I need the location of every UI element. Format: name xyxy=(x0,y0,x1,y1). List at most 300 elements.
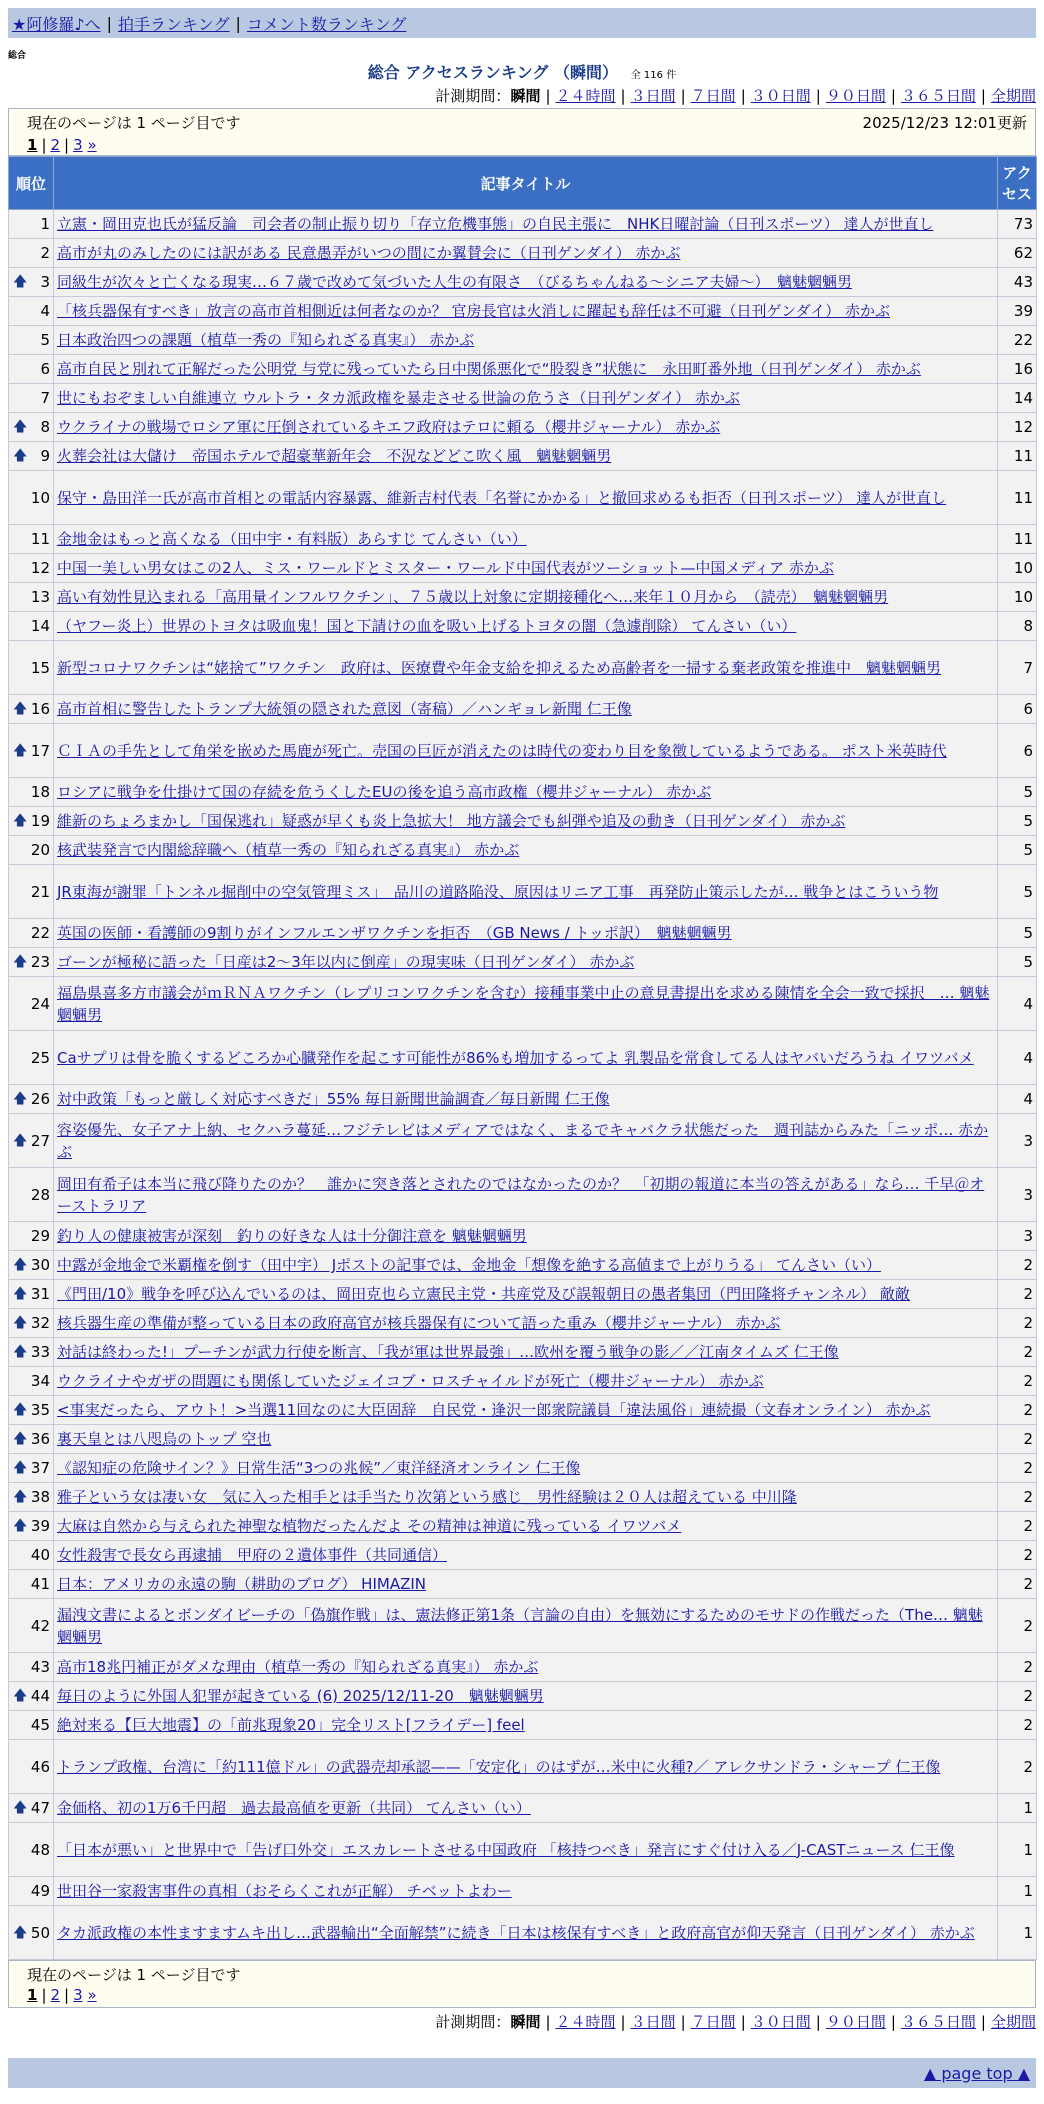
article-link[interactable]: ウクライナやガザの問題にも関係していたジェイコブ・ロスチャイルドが死亡（櫻井ジャーナル） 赤かぶ xyxy=(57,1372,764,1390)
access-count: 39 xyxy=(998,297,1037,326)
rank-number: 13 xyxy=(30,588,50,606)
access-header: アクセス xyxy=(998,157,1037,210)
title-cell xyxy=(54,268,998,297)
access-count: 4 xyxy=(998,977,1037,1031)
title-cell xyxy=(54,210,998,239)
access-count: 22 xyxy=(998,326,1037,355)
title-cell xyxy=(54,1251,998,1280)
rank-cell xyxy=(9,1682,54,1711)
article-link[interactable]: トランプ政権、台湾に「約111億ドル」の武器売却承認——「安定化」のはずが…米中に火種?／ アレクサンドラ・シャープ 仁王像 xyxy=(57,1757,941,1776)
rank-number: 34 xyxy=(30,1372,50,1390)
access-count: 11 xyxy=(998,525,1037,554)
article-link[interactable]: 「日本が悪い」と世界中で「告げ口外交」エスカレートさせる中国政府 「核持つべき」発言にすぐ付け入る／J-CASTニュース 仁王像 xyxy=(57,1840,955,1859)
article-link[interactable]: 対話は終わった!」プーチンが武力行使を断言、「我が軍は世界最強」…欧州を覆う戦争の影／／江南タイムズ 仁王像 xyxy=(57,1343,839,1361)
rank-cell xyxy=(9,1823,54,1877)
article-link[interactable]: 日本：アメリカの永遠の駒（耕助のブログ） HIMAZIN xyxy=(57,1575,426,1593)
up-arrow-icon: 🡅 xyxy=(13,1344,28,1360)
table-row xyxy=(9,239,1037,268)
article-link[interactable]: 福島県喜多方市議会がｍＲＮＡワクチン（レプリコンワクチンを含む）接種事業中止の意見書提出を求める陳情を全会一致で採択 … 魑魅魍魎男 xyxy=(57,983,990,1024)
up-arrow-icon: 🡅 xyxy=(13,1460,28,1476)
period-link-4[interactable]: ９０日間 xyxy=(825,87,886,105)
title-cell xyxy=(54,1682,998,1711)
article-link[interactable]: ウクライナの戦場でロシア軍に圧倒されているキエフ政府はテロに頼る（櫻井ジャーナル） 赤かぶ xyxy=(57,418,721,436)
pager-bottom xyxy=(27,1986,1027,2004)
period-selector xyxy=(0,84,1036,108)
pager-current: 1 xyxy=(27,1986,38,2004)
table-row xyxy=(9,778,1037,807)
rank-cell xyxy=(9,239,54,268)
rank-cell xyxy=(9,1599,54,1653)
access-count: 2 xyxy=(998,1653,1037,1682)
rank-number: 33 xyxy=(30,1343,50,1361)
up-arrow-icon: 🡅 xyxy=(13,1091,28,1107)
pager xyxy=(27,134,1027,156)
table-row xyxy=(9,413,1037,442)
table-row xyxy=(9,471,1037,525)
article-link[interactable]: 《門田/10》戦争を呼び込んでいるのは、岡田克也ら立憲民主党・共産党及び誤報朝日の愚者集団（門田隆将チャンネル） 敵敵 xyxy=(57,1285,911,1303)
title-cell xyxy=(54,1483,998,1512)
rank-cell xyxy=(9,1338,54,1367)
article-link[interactable]: ゴーンが極秘に語った「日産は2〜3年以内に倒産」の現実味（日刊ゲンダイ） 赤かぶ xyxy=(57,953,635,971)
period-link-1[interactable]: ３日間 xyxy=(630,87,676,105)
rank-cell xyxy=(9,641,54,695)
access-count: 2 xyxy=(998,1396,1037,1425)
title-cell xyxy=(54,919,998,948)
access-count: 7 xyxy=(998,641,1037,695)
article-link[interactable]: 金地金はもっと高くなる（田中宇・有料版）あらすじ てんさい（い） xyxy=(57,530,527,548)
rank-cell xyxy=(9,1222,54,1251)
title-cell xyxy=(54,1740,998,1794)
table-row xyxy=(9,1222,1037,1251)
title-cell xyxy=(54,1222,998,1251)
rank-cell xyxy=(9,724,54,778)
article-link[interactable]: 高市が丸のみしたのには訳がある 民意愚弄がいつの間にか翼賛会に（日刊ゲンダイ） 赤かぶ xyxy=(57,244,681,262)
up-arrow-icon: 🡅 xyxy=(13,1518,28,1534)
comment-ranking-link[interactable]: コメント数ランキング xyxy=(246,14,407,34)
rank-number: 40 xyxy=(30,1546,50,1564)
up-arrow-icon: 🡅 xyxy=(13,1132,28,1149)
period-separator: | xyxy=(740,87,746,105)
title-cell xyxy=(54,1168,998,1222)
rank-cell xyxy=(9,1114,54,1168)
access-count: 2 xyxy=(998,1740,1037,1794)
period-link-3[interactable]: ３０日間 xyxy=(750,87,811,105)
table-row xyxy=(9,865,1037,919)
rank-number: 27 xyxy=(30,1131,50,1150)
up-arrow-icon: 🡅 xyxy=(13,1257,28,1273)
rank-cell xyxy=(9,1711,54,1740)
access-count: 2 xyxy=(998,1280,1037,1309)
table-row xyxy=(9,1280,1037,1309)
nav-separator: | xyxy=(235,13,241,33)
rank-cell xyxy=(9,1794,54,1823)
table-row xyxy=(9,1653,1037,1682)
title-cell xyxy=(54,442,998,471)
period-separator: | xyxy=(890,2013,896,2031)
title-cell xyxy=(54,807,998,836)
table-row xyxy=(9,1599,1037,1653)
access-count: 5 xyxy=(998,919,1037,948)
table-row xyxy=(9,1541,1037,1570)
clap-ranking-link[interactable]: 拍手ランキング xyxy=(117,14,230,34)
rank-number: 31 xyxy=(30,1285,50,1303)
rank-cell xyxy=(9,865,54,919)
period-link-1[interactable]: ３日間 xyxy=(630,2013,676,2031)
title-cell xyxy=(54,778,998,807)
table-row xyxy=(9,919,1037,948)
rank-cell xyxy=(9,1653,54,1682)
article-link[interactable]: ＣＩＡの手先として角栄を嵌めた馬鹿が死亡。売国の巨匠が消えたのは時代の変わり目を象徴しているようである。 ポスト米英時代 xyxy=(57,741,947,760)
title-cell xyxy=(54,948,998,977)
rank-number: 15 xyxy=(30,658,50,677)
article-link[interactable]: 雅子という女は凄い女＿気に入った相手とは手当たり次第という感じ＿男性経験は２０人は超えている 中川隆 xyxy=(57,1488,797,1506)
current-page-text: 現在のページは 1 ページ目です xyxy=(27,1966,241,1984)
table-row xyxy=(9,724,1037,778)
title-cell xyxy=(54,1512,998,1541)
title-cell xyxy=(54,641,998,695)
rank-cell xyxy=(9,525,54,554)
article-link[interactable]: 新型コロナワクチンは“姥捨て”ワクチン 政府は、医療費や年金支給を抑えるため高齢者を一掃する棄老政策を推進中 魑魅魍魎男 xyxy=(57,658,942,677)
table-row xyxy=(9,1251,1037,1280)
rank-number: 11 xyxy=(30,530,50,548)
access-count: 12 xyxy=(998,413,1037,442)
rank-number: 1 xyxy=(40,215,50,233)
article-link[interactable]: 高市首相に警告したトランプ大統領の隠された意図（寄稿）／ハンギョレ新聞 仁王像 xyxy=(57,700,632,718)
rank-cell xyxy=(9,1906,54,1960)
rank-number: 36 xyxy=(30,1430,50,1448)
period-separator: | xyxy=(545,2013,551,2031)
title-header: 記事タイトル xyxy=(54,157,998,210)
access-count: 5 xyxy=(998,948,1037,977)
article-link[interactable]: 日本政治四つの課題（植草一秀の『知られざる真実』） 赤かぶ xyxy=(57,331,475,349)
title-cell xyxy=(54,1653,998,1682)
title-cell xyxy=(54,724,998,778)
article-link[interactable]: ロシアに戦争を仕掛けて国の存続を危うくしたEUの後を追う高市政権（櫻井ジャーナル） 赤かぶ xyxy=(57,783,712,801)
period-separator: | xyxy=(620,2013,626,2031)
article-link[interactable]: 対中政策「もっと厳しく対応すべきだ」55% 毎日新聞世論調査／毎日新聞 仁王像 xyxy=(57,1090,610,1108)
item-count: 全 116 件 xyxy=(630,70,677,81)
rank-cell xyxy=(9,1454,54,1483)
table-row xyxy=(9,1740,1037,1794)
access-count: 10 xyxy=(998,554,1037,583)
rank-cell xyxy=(9,268,54,297)
access-count: 14 xyxy=(998,384,1037,413)
rank-cell xyxy=(9,612,54,641)
article-link[interactable]: 中露が金地金で米覇権を倒す（田中宇） Jポストの記事では、金地金「想像を絶する高値まで上がりうる」 てんさい（い） xyxy=(57,1256,881,1274)
access-count: 11 xyxy=(998,442,1037,471)
rank-cell xyxy=(9,1085,54,1114)
up-arrow-icon: 🡅 xyxy=(13,1315,28,1331)
pager-separator: | xyxy=(41,1986,47,2004)
access-count: 2 xyxy=(998,1682,1037,1711)
table-row xyxy=(9,695,1037,724)
period-link-3[interactable]: ３０日間 xyxy=(750,2013,811,2031)
rank-number: 4 xyxy=(40,302,50,320)
ranking-body xyxy=(9,210,1037,1960)
rank-cell xyxy=(9,355,54,384)
title-cell xyxy=(54,1541,998,1570)
period-link-0[interactable]: ２４時間 xyxy=(555,2013,616,2031)
rank-cell xyxy=(9,836,54,865)
article-link[interactable]: 火葬会社は大儲け 帝国ホテルで超豪華新年会 不況などどこ吹く風 魑魅魍魎男 xyxy=(57,447,612,465)
page-heading xyxy=(0,62,1044,84)
period-separator: | xyxy=(680,87,686,105)
access-count: 4 xyxy=(998,1031,1037,1085)
table-row xyxy=(9,525,1037,554)
up-arrow-icon: 🡅 xyxy=(13,1431,28,1447)
article-link[interactable]: 《認知症の危険サイン？》日常生活“3つの兆候”／東洋経済オンライン 仁王像 xyxy=(57,1459,581,1477)
rank-cell xyxy=(9,778,54,807)
period-separator: | xyxy=(680,2013,686,2031)
table-row xyxy=(9,977,1037,1031)
period-link-5[interactable]: ３６５日間 xyxy=(900,87,976,105)
access-count: 6 xyxy=(998,724,1037,778)
home-link[interactable]: ★阿修羅♪へ xyxy=(12,14,101,34)
title-cell xyxy=(54,1823,998,1877)
period-link-5[interactable]: ３６５日間 xyxy=(900,2013,976,2031)
access-count: 2 xyxy=(998,1711,1037,1740)
table-row xyxy=(9,612,1037,641)
pager-page-2[interactable]: 2 xyxy=(50,1986,61,2004)
title-cell xyxy=(54,865,998,919)
period-separator: | xyxy=(740,2013,746,2031)
article-link[interactable]: 核武装発言で内閣総辞職へ（植草一秀の『知られざる真実』） 赤かぶ xyxy=(57,841,520,859)
up-arrow-icon: 🡅 xyxy=(13,1489,28,1505)
pager-page-2[interactable]: 2 xyxy=(50,136,61,154)
article-link[interactable]: 高市18兆円補正がダメな理由（植草一秀の『知られざる真実』） 赤かぶ xyxy=(57,1658,539,1676)
access-count: 10 xyxy=(998,583,1037,612)
article-link[interactable]: 「核兵器保有すべき」放言の高市首相側近は何者なのか？ 官房長官は火消しに躍起も辞任は不可避（日刊ゲンダイ） 赤かぶ xyxy=(57,302,891,320)
access-count: 4 xyxy=(998,1085,1037,1114)
pager-page-3[interactable]: 3 xyxy=(73,136,83,154)
access-count: 2 xyxy=(998,1425,1037,1454)
article-link[interactable]: 金価格、初の1万6千円超 過去最高値を更新（共同） てんさい（い） xyxy=(57,1799,531,1817)
access-count: 2 xyxy=(998,1541,1037,1570)
table-row xyxy=(9,1031,1037,1085)
period-link-4[interactable]: ９０日間 xyxy=(825,2013,886,2031)
rank-cell xyxy=(9,1367,54,1396)
rank-cell xyxy=(9,948,54,977)
table-row xyxy=(9,326,1037,355)
access-count: 3 xyxy=(998,1168,1037,1222)
rank-cell xyxy=(9,471,54,525)
article-link[interactable]: 世にもおぞましい自維連立 ウルトラ・タカ派政権を暴走させる世論の危うさ（日刊ゲンダイ） 赤かぶ xyxy=(57,389,740,407)
rank-cell xyxy=(9,695,54,724)
rank-number: 8 xyxy=(40,418,50,436)
rank-header: 順位 xyxy=(9,157,54,210)
pager-separator: | xyxy=(64,136,70,154)
table-row xyxy=(9,268,1037,297)
rank-cell xyxy=(9,1541,54,1570)
up-arrow-icon: 🡅 xyxy=(13,1286,28,1302)
title-cell xyxy=(54,612,998,641)
rank-number: 18 xyxy=(30,783,50,801)
title-cell xyxy=(54,1425,998,1454)
article-link[interactable]: 保守・島田洋一氏が高市首相との電話内容暴露、維新吉村代表「名誉にかかる」と撤回求めるも拒否（日刊スポーツ） 達人が世直し xyxy=(57,488,947,507)
title-cell xyxy=(54,384,998,413)
article-link[interactable]: JR東海が謝罪「トンネル掘削中の空気管理ミス」 品川の道路陥没、原因はリニア工事 再発防止策示したが… 戦争とはこういう物 xyxy=(57,882,939,901)
current-page-text: 現在のページは 1 ページ目です xyxy=(27,114,241,132)
title-cell xyxy=(54,1280,998,1309)
title-cell xyxy=(54,413,998,442)
article-link[interactable]: 裏天皇とは八咫烏のトップ 空也 xyxy=(57,1430,272,1448)
table-row xyxy=(9,807,1037,836)
page-info-box xyxy=(8,108,1036,156)
table-row xyxy=(9,1367,1037,1396)
rank-number: 47 xyxy=(30,1799,50,1817)
pager-separator: | xyxy=(64,1986,70,2004)
title-cell xyxy=(54,1085,998,1114)
rank-number: 6 xyxy=(40,360,50,378)
article-link[interactable]: 維新のちょろまかし「国保逃れ」疑惑が早くも炎上急拡大！ 地方議会でも糾弾や追及の動き（日刊ゲンダイ） 赤かぶ xyxy=(57,812,846,830)
article-link[interactable]: 釣り人の健康被害が深刻 釣りの好きな人は十分御注意を 魑魅魍魎男 xyxy=(57,1227,527,1245)
title-cell xyxy=(54,1114,998,1168)
title-cell xyxy=(54,554,998,583)
rank-number: 26 xyxy=(30,1090,50,1108)
rank-cell xyxy=(9,977,54,1031)
article-link[interactable]: 英国の医師・看護師の9割りがインフルエンザワクチンを拒否 （GB News / トッポ訳） 魑魅魍魎男 xyxy=(57,924,732,942)
title-cell xyxy=(54,471,998,525)
access-count: 2 xyxy=(998,1512,1037,1541)
rank-number: 21 xyxy=(30,882,50,901)
table-row xyxy=(9,355,1037,384)
pager-page-3[interactable]: 3 xyxy=(73,1986,83,2004)
rank-cell xyxy=(9,326,54,355)
table-row xyxy=(9,836,1037,865)
access-count: 2 xyxy=(998,1251,1037,1280)
table-row xyxy=(9,1396,1037,1425)
table-row xyxy=(9,641,1037,695)
rank-cell xyxy=(9,1251,54,1280)
article-link[interactable]: 毎日のように外国人犯罪が起きている (6) 2025/12/11-20 魑魅魍魎男 xyxy=(57,1687,544,1705)
rank-number: 28 xyxy=(30,1185,50,1204)
period-link-6[interactable]: 全期間 xyxy=(990,2013,1036,2031)
article-link[interactable]: 容姿優先、女子アナ上納、セクハラ蔓延…フジテレビはメディアではなく、まるでキャバクラ状態だった 週刊誌からみた「ニッポ… 赤かぶ xyxy=(57,1120,989,1161)
rank-cell xyxy=(9,1309,54,1338)
up-arrow-icon: 🡅 xyxy=(13,274,28,290)
access-count: 5 xyxy=(998,836,1037,865)
rank-number: 30 xyxy=(30,1256,50,1274)
article-link[interactable]: 世田谷一家殺害事件の真相（おそらくこれが正解） チベットよわー xyxy=(57,1882,512,1900)
article-link[interactable]: 大麻は自然から与えられた神聖な植物だったんだよ その精神は神道に残っている イワツバメ xyxy=(57,1517,682,1535)
title-cell xyxy=(54,239,998,268)
rank-number: 9 xyxy=(40,447,50,465)
table-row xyxy=(9,210,1037,239)
rank-number: 46 xyxy=(30,1757,50,1776)
up-arrow-icon: 🡅 xyxy=(13,1688,28,1704)
article-link[interactable]: 女性殺害で長女ら再逮捕 甲府の２遺体事件（共同通信） xyxy=(57,1546,448,1564)
period-link-0[interactable]: ２４時間 xyxy=(555,87,616,105)
table-row xyxy=(9,1682,1037,1711)
access-count: 6 xyxy=(998,695,1037,724)
rank-number: 29 xyxy=(30,1227,50,1245)
page-info-box-bottom xyxy=(8,1960,1036,2008)
title-cell xyxy=(54,1309,998,1338)
article-link[interactable]: 高い有効性見込まれる「高用量インフルワクチン」、７５歳以上対象に定期接種化へ…来年１０月から （読売） 魑魅魍魎男 xyxy=(57,588,889,606)
rank-cell xyxy=(9,1740,54,1794)
rank-number: 17 xyxy=(30,741,50,760)
pager-next[interactable]: » xyxy=(87,1986,97,2004)
rank-number: 49 xyxy=(30,1882,50,1900)
rank-cell xyxy=(9,442,54,471)
table-row xyxy=(9,1168,1037,1222)
title-cell xyxy=(54,1906,998,1960)
access-count: 73 xyxy=(998,210,1037,239)
access-count: 3 xyxy=(998,1114,1037,1168)
article-link[interactable]: 核兵器生産の準備が整っている日本の政府高官が核兵器保有について語った重み（櫻井ジャーナル） 赤かぶ xyxy=(57,1314,781,1332)
article-link[interactable]: 絶対来る【巨大地震】の「前兆現象20」完全リスト[フライデー] feel xyxy=(57,1716,525,1734)
rank-cell xyxy=(9,583,54,612)
access-count: 1 xyxy=(998,1877,1037,1906)
pager-next[interactable]: » xyxy=(87,136,97,154)
access-count: 1 xyxy=(998,1906,1037,1960)
article-link[interactable]: 中国一美しい男女はこの2人、ミス・ワールドとミスター・ワールド中国代表がツーショット—中国メディア 赤かぶ xyxy=(57,559,834,577)
up-arrow-icon: 🡅 xyxy=(13,742,28,759)
access-count: 8 xyxy=(998,612,1037,641)
article-link[interactable]: 同級生が次々と亡くなる現実…６７歳で改めて気づいた人生の有限さ （びるちゃんねる〜シニア夫婦〜） 魑魅魍魎男 xyxy=(57,273,853,291)
period-link-6[interactable]: 全期間 xyxy=(990,87,1036,105)
table-row xyxy=(9,1877,1037,1906)
access-count: 5 xyxy=(998,778,1037,807)
article-link[interactable]: 岡田有希子は本当に飛び降りたのか？ 誰かに突き落とされたのではなかったのか？ 「初期の報道に本当の答えがある」なら… 千早＠オーストラリア xyxy=(57,1174,985,1215)
table-row xyxy=(9,1906,1037,1960)
period-separator: | xyxy=(815,2013,821,2031)
up-arrow-icon: 🡅 xyxy=(13,813,28,829)
article-link[interactable]: （ヤフー炎上）世界のトヨタは吸血鬼！国と下請けの血を吸い上げるトヨタの闇（急遽削除） てんさい（い） xyxy=(57,617,797,635)
table-row xyxy=(9,1483,1037,1512)
rank-cell xyxy=(9,807,54,836)
page-top-link[interactable]: ▲ page top ▲ xyxy=(923,2063,1030,2083)
rank-number: 44 xyxy=(30,1687,50,1705)
rank-number: 42 xyxy=(30,1616,50,1635)
rank-cell xyxy=(9,1877,54,1906)
bottom-bar xyxy=(8,2058,1036,2088)
period-link-2[interactable]: ７日間 xyxy=(690,2013,736,2031)
title-cell xyxy=(54,583,998,612)
rank-cell xyxy=(9,1570,54,1599)
rank-cell xyxy=(9,1031,54,1085)
up-arrow-icon: 🡅 xyxy=(13,701,28,717)
article-link[interactable]: 立憲・岡田克也氏が猛反論 司会者の制止振り切り「存立危機事態」の自民主張に NHK日曜討論（日刊スポーツ） 達人が世直し xyxy=(57,215,934,233)
rank-number: 48 xyxy=(30,1840,50,1859)
title-cell xyxy=(54,297,998,326)
pager-current: 1 xyxy=(27,136,38,154)
article-link[interactable]: <事実だったら、アウト！>当選11回なのに大臣固辞 自民党・逢沢一郎衆院議員「違法風俗」連続撮（文春オンライン） 赤かぶ xyxy=(57,1401,931,1419)
article-link[interactable]: Caサプリは骨を脆くするどころか心臓発作を起こす可能性が86%も増加するってよ 乳製品を常食してる人はヤバいだろうね イワツバメ xyxy=(57,1048,974,1067)
access-count: 1 xyxy=(998,1794,1037,1823)
rank-cell xyxy=(9,384,54,413)
period-label: 計測期間： xyxy=(435,87,511,105)
table-row xyxy=(9,583,1037,612)
article-link[interactable]: 高市自民と別れて正解だった公明党 与党に残っていたら日中関係悪化で“股裂き”状態に 永田町番外地（日刊ゲンダイ） 赤かぶ xyxy=(57,360,921,378)
ranking-table xyxy=(8,156,1037,1960)
up-arrow-icon: 🡅 xyxy=(13,419,28,435)
rank-cell xyxy=(9,1425,54,1454)
article-link[interactable]: タカ派政権の本性ますますムキ出し…武器輸出“全面解禁”に続き「日本は核保有すべき」と政府高官が仰天発言（日刊ゲンダイ） 赤かぶ xyxy=(57,1923,975,1942)
title-cell xyxy=(54,326,998,355)
up-arrow-icon: 🡅 xyxy=(13,448,28,464)
rank-cell xyxy=(9,210,54,239)
table-row xyxy=(9,948,1037,977)
article-link[interactable]: 漏洩文書によるとボンダイビーチの「偽旗作戦」は、憲法修正第1条（言論の自由）を無効にするためのモサドの作戦だった（The… 魑魅魍魎男 xyxy=(57,1605,983,1646)
rank-number: 38 xyxy=(30,1488,50,1506)
access-count: 11 xyxy=(998,471,1037,525)
access-count: 5 xyxy=(998,865,1037,919)
period-link-2[interactable]: ７日間 xyxy=(690,87,736,105)
rank-cell xyxy=(9,919,54,948)
rank-number: 22 xyxy=(30,924,50,942)
table-row xyxy=(9,1512,1037,1541)
